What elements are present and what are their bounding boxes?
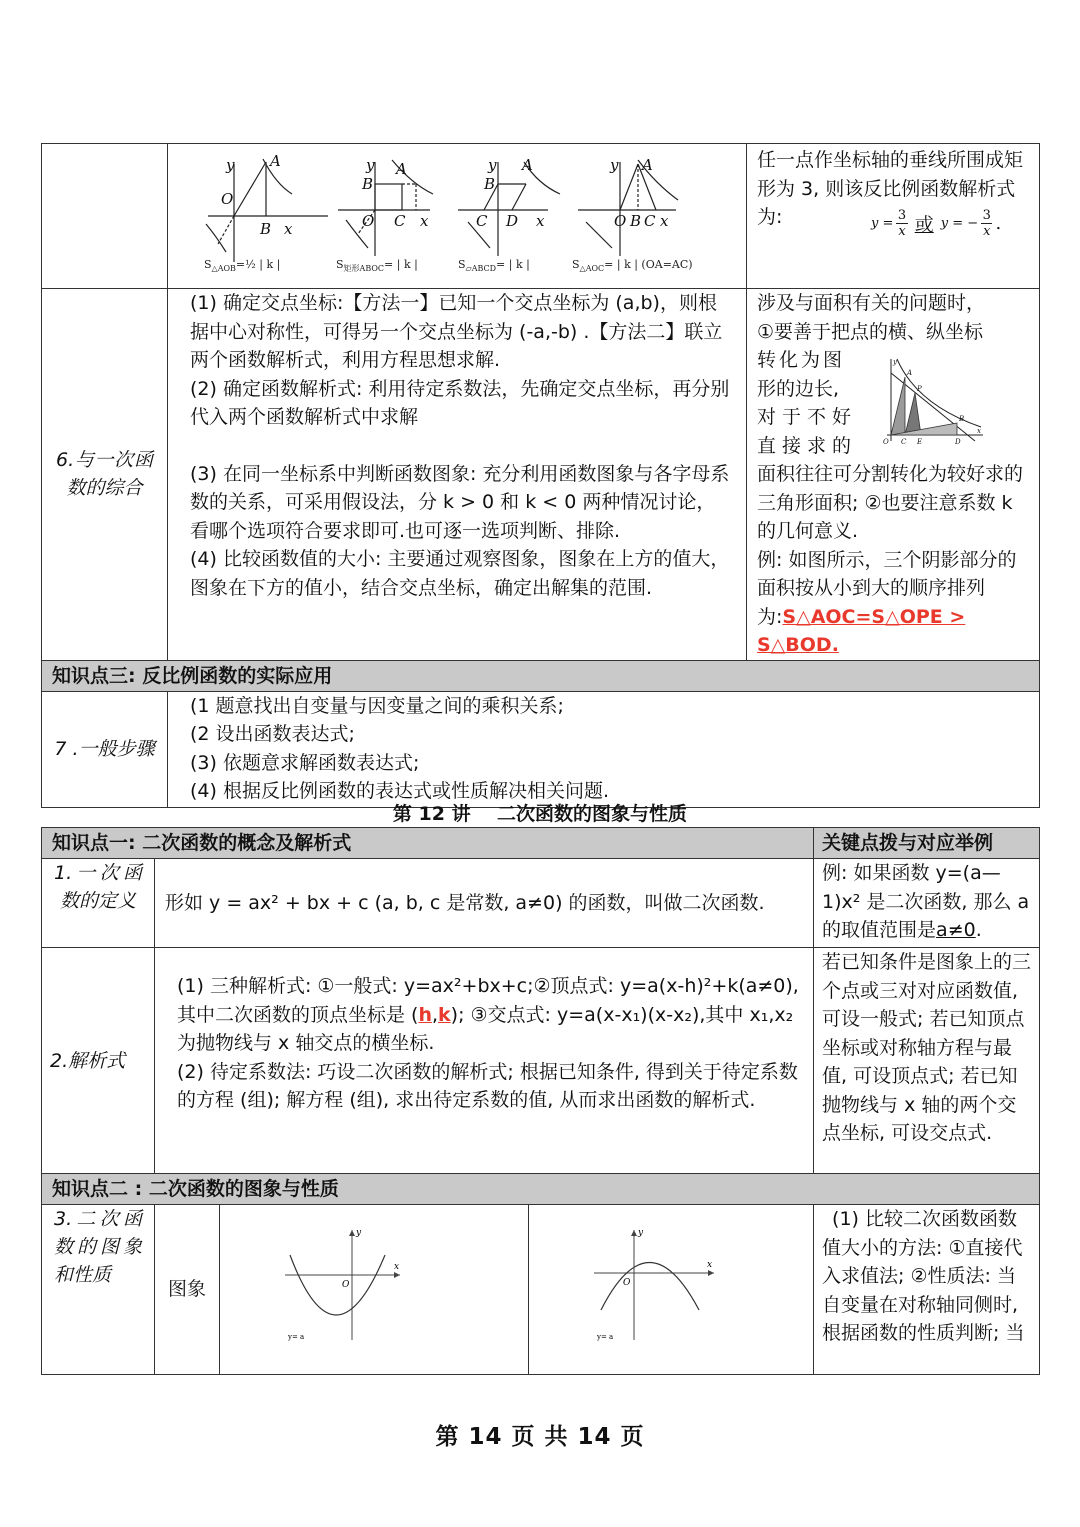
down-o: O [623, 1278, 631, 1288]
step-2: (2 设出函数表达式; [190, 723, 355, 745]
vertex-h: h [418, 1003, 432, 1026]
up-x: x [394, 1262, 400, 1272]
def-content: 形如 y = ax² + bx + c (a, b, c 是常数, a≠0) 的函数，叫做二次函数. [165, 891, 765, 914]
prop-right: (1) 比较二次函数函数值大小的方法: ①直接代入求值法; ②性质法: 当自变量在对称轴同侧时, 根据函数的性质判断; 当 [822, 1208, 1025, 1344]
mini-a: A [907, 369, 913, 377]
g4-x: x [660, 212, 669, 230]
formula-end: . [995, 213, 1002, 234]
caption-abcd: $S_{▱ABCD}=$ | k | [458, 258, 530, 274]
f1-frac: $\frac{3}{x}$ [897, 208, 907, 239]
form-right: 若已知条件是图象上的三个点或三对对应函数值, 可设一般式; 若已知顶点坐标或对称轴方程与最值, 可设顶点式; 若已知抛物线与 x 轴的两个交点坐标, 可设交点式. [822, 951, 1032, 1144]
page-footer: 第 14 页 共 14 页 [435, 1424, 645, 1450]
g4-o: O [614, 212, 627, 230]
mini-p: P [917, 385, 922, 393]
caption-aob: $S_{\triangle AOB}=\frac{1}{2}$ | k | [204, 258, 281, 274]
up-o: O [342, 1280, 350, 1290]
g2-a: A [396, 160, 407, 178]
g2-y: y [366, 156, 375, 174]
g3-x: x [536, 212, 545, 230]
g4-y: y [610, 156, 619, 174]
table2-header-right: 关键点拨与对应举例 [814, 828, 1040, 859]
mini-e: E [917, 438, 923, 445]
step-4: (4) 根据反比例函数的表达式或性质解决相关问题. [190, 780, 609, 802]
row3-label: 7 .一般步骤 [54, 738, 155, 760]
down-y: y [638, 1228, 644, 1238]
row2-label-cell [42, 289, 168, 661]
def-example-cell [814, 859, 1040, 948]
lecture-title: 第 12 讲 二次函数的图象与性质 [392, 803, 688, 825]
mini-y: y [893, 358, 897, 366]
formula-answer [871, 208, 1001, 239]
row2-label: 6.与一次函数的综合 [56, 449, 153, 500]
section-bar-2: 知识点二 : 二次函数的图象与性质 [42, 1174, 1040, 1205]
table-quadratic-function [41, 827, 1040, 1375]
row2-p1: (1) 确定交点坐标:【方法一】已知一个交点坐标为 (a,b)，则根据中心对称性，可得另一个交点坐标为 (-a,-b) .【方法二】联立两个函数解析式，利用方程思想求解. [190, 292, 723, 371]
g1-a: A [270, 152, 281, 170]
def-example-answer: a≠0 [936, 919, 976, 941]
right-line-0: 涉及与面积有关的问题时， [757, 292, 986, 314]
g4-b: B [630, 212, 642, 230]
g4-c: C [644, 212, 656, 230]
down-cap: y= a [597, 1333, 614, 1341]
graph-down-cell [529, 1205, 814, 1375]
f2-frac: $\frac{3}{x}$ [982, 208, 991, 239]
g4-a: A [642, 156, 653, 174]
shaded-area-figure [877, 355, 987, 445]
graph-cell [168, 144, 747, 289]
table-inverse-function [41, 143, 1040, 808]
form-p1-post: ); ③交点式: y=a(x-x₁)(x-x₂),其中 x₁,x₂ 为抛物线与 x 轴交点的横坐标. [177, 1003, 794, 1054]
prop-label-cell [42, 1205, 155, 1375]
prop-sublabel-cell [155, 1205, 220, 1375]
row3-content-cell [168, 691, 1040, 807]
g1-o: O [221, 190, 234, 208]
example-block [757, 546, 1031, 660]
g3-y: y [488, 156, 497, 174]
g2-b: B [362, 175, 374, 193]
form-p1 [177, 972, 803, 1058]
table2-header-left: 知识点一: 二次函数的概念及解析式 [42, 828, 814, 859]
f2-lhs: y = − [940, 216, 979, 231]
row2-p3: (3) 在同一坐标系中判断函数图象: 充分利用函数图象与各字母系数的关系，可采用假设法，分 k > 0 和 k < 0 两种情况讨论，看哪个选项符合要求即可.也可逐一选项判断、排除. [190, 462, 730, 542]
vertex-k: k [438, 1003, 451, 1026]
vertex-comma: , [431, 1003, 439, 1026]
prop-right-cell [814, 1205, 1040, 1375]
empty-label-cell [42, 144, 168, 289]
mini-x: x [977, 427, 981, 435]
g3-a: A [522, 156, 533, 174]
graph-up-cell [220, 1205, 529, 1375]
row2-p4: (4) 比较函数值的大小: 主要通过观察图象，图象在上方的值大，图象在下方的值小，结合交点坐标，确定出解集的范围. [190, 548, 730, 599]
f1-lhs: y = [871, 216, 894, 231]
row1-right-cell [747, 144, 1040, 289]
right-line-4: 对于不好 [757, 406, 858, 428]
row3-label-cell [42, 691, 168, 807]
form-label: 2.解析式 [50, 1049, 126, 1072]
g2-c: C [394, 212, 406, 230]
g3-d: D [506, 212, 519, 230]
example-answer: S△AOC=S△OPE > S△BOD. [757, 605, 966, 656]
row2-p2: (2) 确定函数解析式: 利用待定系数法，先确定交点坐标，再分别代入两个函数解析式中求解 [190, 377, 730, 428]
row1-right-text: 任一点作坐标轴的垂线所围成矩形为 3, 则该反比例函数解析式为: [757, 149, 1024, 228]
form-p2: (2) 待定系数法: 巧设二次函数的解析式; 根据已知条件, 得到关于待定系数的方程 (组); 解方程 (组), 求出待定系数的值, 从而求出函数的解析式. [177, 1060, 798, 1111]
form-p1-pre: (1) 三种解析式: ①一般式: y=ax²+bx+c;②顶点式: y=a(x-h)²+k(a≠0), 其中二次函数的顶点坐标是 ( [177, 975, 799, 1026]
row2-content-cell [168, 289, 747, 661]
g3-b: B [484, 175, 496, 193]
section-bar-3: 知识点三: 反比例函数的实际应用 [42, 660, 1040, 691]
down-x: x [707, 1260, 713, 1270]
form-content-cell [155, 948, 814, 1174]
caption-aoc: $S_{\triangle AOC}=$ | k | (OA=AC) [572, 258, 693, 274]
form-label-cell [42, 948, 155, 1174]
or-word: 或 [914, 214, 934, 236]
def-example-text: 例: 如果函数 y=(a—1)x² 是二次函数, 那么 a 的取值范围是 [822, 862, 1030, 941]
step-1: (1 题意找出自变量与因变量之间的乘积关系; [190, 694, 564, 717]
g3-c: C [476, 212, 488, 230]
g2-x: x [420, 212, 429, 230]
mini-o: O [883, 438, 889, 445]
up-cap: y= a [288, 1333, 305, 1341]
right-line-1: ①要善于把点的横、纵坐标 [757, 320, 984, 343]
right-line-3: 形的边长, [757, 377, 840, 400]
row2-right-cell [747, 289, 1040, 661]
prop-label: 3.二次函数的图象和性质 [54, 1208, 142, 1286]
parabola-down-figure [589, 1225, 719, 1345]
def-example [822, 859, 1033, 945]
g1-b: B [260, 220, 272, 238]
prop-sublabel: 图象 [167, 1278, 206, 1300]
form-right-cell [814, 948, 1040, 1174]
g1-y: y [226, 156, 235, 174]
g2-o: O [362, 212, 375, 230]
parabola-up-figure [280, 1225, 410, 1345]
def-label: 1.一次函数的定义 [54, 862, 142, 912]
step-3: (3) 依题意求解函数表达式; [190, 751, 420, 774]
right-line-5: 直接求的 [757, 434, 858, 457]
def-content-cell [155, 859, 814, 948]
def-example-end: . [975, 919, 982, 941]
right-rest: 面积往往可分割转化为较好求的三角形面积; ②也要注意系数 k 的几何意义. [757, 463, 1024, 542]
caption-aboc: $S_{矩形ABOC}=$ | k | [336, 258, 418, 274]
mini-b: B [959, 415, 965, 423]
mini-c: C [901, 438, 907, 445]
example-text: 例: 如图所示，三个阴影部分的面积按从小到大的顺序排列为: [757, 548, 1017, 628]
mini-d: D [955, 438, 961, 445]
g1-x: x [284, 220, 293, 238]
up-y: y [356, 1228, 362, 1238]
right-line-2: 转化为图 [757, 349, 846, 371]
def-label-cell [42, 859, 155, 948]
